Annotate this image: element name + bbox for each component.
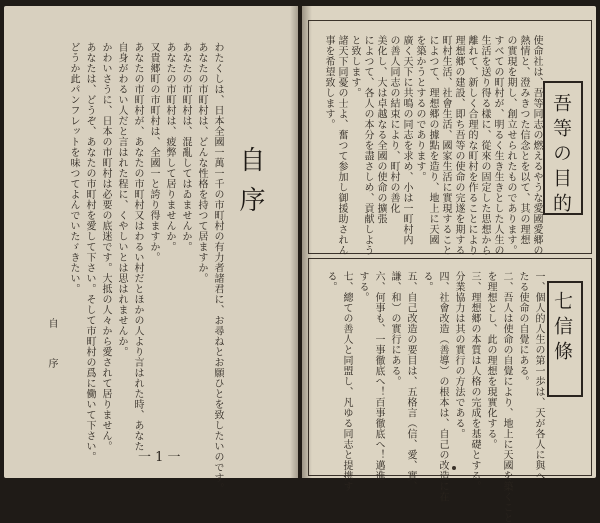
purpose-box (308, 20, 592, 254)
preface-line: わたくしは、日本全國一萬一千の市町村の有力者諸君に、お尋ねとお願ひとを致したいのです。 (212, 42, 223, 494)
purpose-line: 使命社は、吾等同志の燃えるやうな愛國愛郷の (531, 35, 542, 256)
creed-line: 分業協力は其の實行の方法である。 (453, 271, 464, 439)
creed-line: 謙、和）の實行にある。 (389, 271, 400, 387)
preface-footer: 自序 (46, 318, 57, 398)
preface-line: かわいさうに、日本の市町村は必要の底迷です。大抵の人々から愛されて居りません。 (100, 42, 111, 452)
purpose-line: の實現を期し、創立せられたものであります。 (505, 35, 516, 256)
purpose-line: によつて、理想郷の據點を造り、地上に天國 (427, 35, 438, 245)
right-page (302, 6, 596, 523)
purpose-line: 熱情と、澄みきつた信念とを以て、其の理想 (518, 35, 529, 245)
purpose-line: 事を希望致します。 (323, 35, 334, 130)
purpose-line: 生活を送り得る樣に、從來の固定した思想から (479, 35, 490, 256)
purpose-line: の善人同志の結束により、町村の善化 (388, 35, 399, 214)
creed-line: る。 (325, 271, 336, 292)
creed-title: 七信條 (551, 291, 573, 366)
creed-line: 一、個人的人生の第一歩は、天が各人に與へ (533, 271, 544, 481)
purpose-line: 町村生活、社會生活、國家生活に實現すること (440, 35, 451, 256)
purpose-line: 美化し、大は卓越なる全國の使命の擴張 (375, 35, 386, 224)
preface-title: 自序 (235, 146, 265, 226)
purpose-line: 離れて、新しく合理的な町村を作ることにより (466, 35, 477, 256)
preface-line: どうか此パンフレットを味つてよんでいたゞきたい。 (68, 42, 79, 294)
creed-line: 三、理想郷の本質は人格の完成を基礎とする。 (469, 271, 480, 492)
left-page (4, 6, 298, 494)
creed-line: 六、何事も、一事徹底へ！百事徹底へ！邁進 (373, 271, 384, 481)
creed-line: 五、自己改造の要目は、五格言（信、愛、實、 (405, 271, 416, 492)
preface-line: あなたの市町村が、あなたの市町村又はわるい村だとほかの人より言はれた時、あなた (132, 42, 143, 452)
page-number: 一 1 一 (138, 450, 181, 465)
purpose-line: を築かうとするのであります。 (414, 35, 425, 182)
purpose-line: 廣く天下に共鳴の同志を求め、小は一町村内 (401, 35, 412, 245)
creed-box (308, 258, 592, 523)
purpose-title-frame (543, 81, 583, 218)
purpose-line: 理想郷の建設、即ち吾等の使命の完遂を期する (453, 35, 464, 256)
purpose-title: 吾等の目的 (550, 93, 572, 218)
purpose-line: すべての町村が、明るく生き生きとした人生の (492, 35, 503, 256)
creed-line: を理想とし、此の理想を現實化する。 (485, 271, 496, 450)
creed-line: 四、社會改造（善導）の根本は、自己の改造に在 (437, 271, 448, 502)
preface-line: あなたの市町村は、疲弊して居りませんか。 (164, 42, 175, 252)
purpose-body (315, 35, 542, 256)
preface-line: 又貴郷町の市町村は、全國一と誇り得ますか。 (148, 42, 159, 263)
creed-line: 七、總ての善人と同盟し、凡ゆる同志と提携す (341, 271, 352, 492)
preface-line: あなたは、どうぞ、あなたの市町村を愛して下さい。そして市町村の爲に働いて下さい。 (84, 42, 95, 462)
purpose-line: によつて、各人の本分を盡さしめ、貢献しよう (362, 35, 373, 256)
creed-line: たる使命の自覺にある。 (517, 271, 528, 387)
purpose-line: と致します。 (349, 35, 360, 98)
page-mark (452, 466, 456, 470)
creed-title-frame (547, 281, 583, 397)
creed-line: 二、吾人は使命の自覺により、地上に天國を築くこと (501, 271, 512, 523)
purpose-line: 諸天下同憂の士よ、奮つて参加し御援助されん (336, 35, 347, 256)
creed-line: する。 (357, 271, 368, 303)
preface-line: あなたの市町村は、どんな性格を持つて居ますか。 (196, 42, 207, 284)
preface-line: あなたの市町村は、混亂してはゐませんか。 (180, 42, 191, 252)
preface-line: 自身がわるい人だと言はれた程に、くやしいとは思はれませんか。 (116, 42, 127, 357)
creed-line: る。 (421, 271, 432, 292)
creed-body (317, 271, 544, 523)
book-gutter (290, 6, 312, 478)
